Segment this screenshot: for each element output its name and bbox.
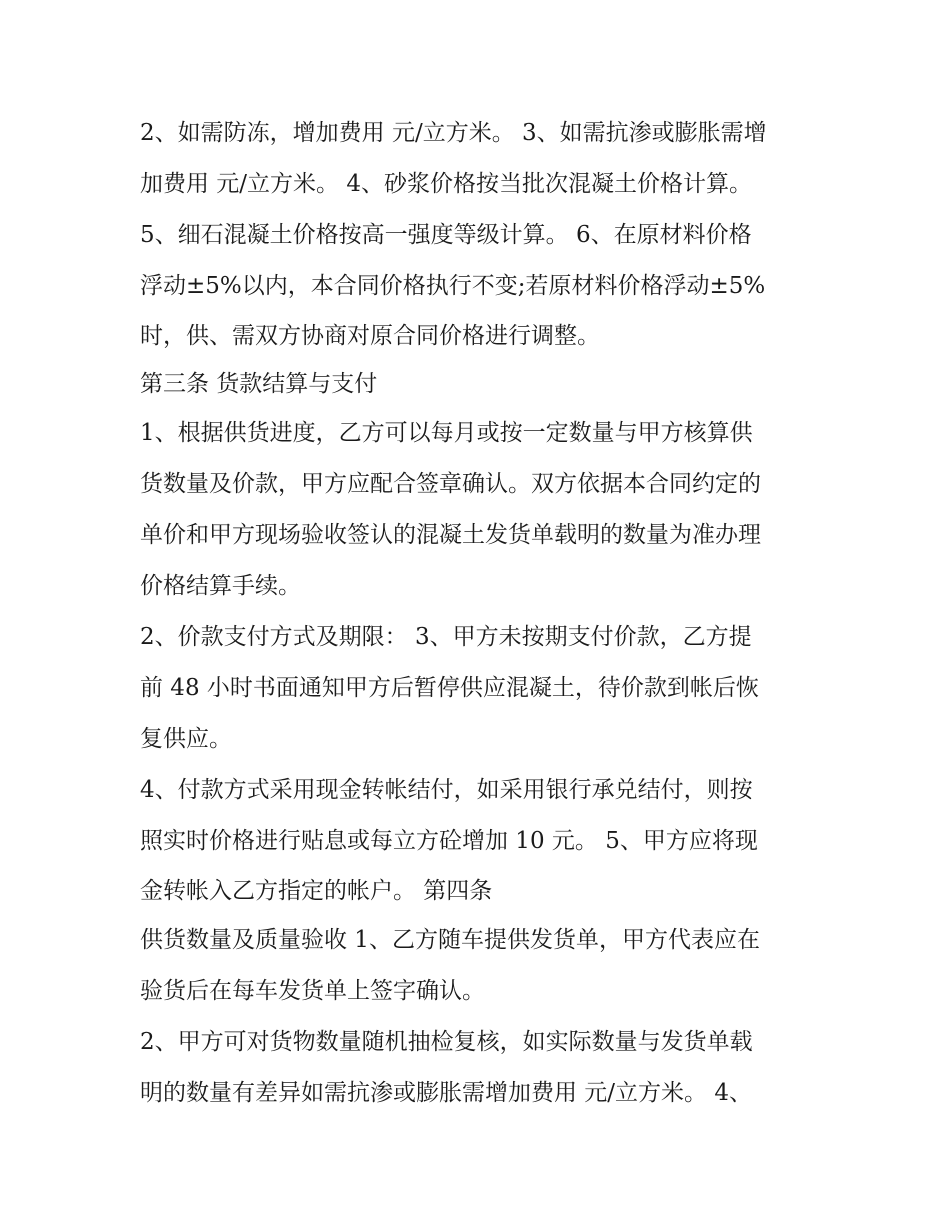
text-line: 2、价款支付方式及期限： 3、甲方未按期支付价款，乙方提 [140, 624, 752, 650]
text-line: 验货后在每车发货单上签字确认。 [140, 978, 485, 1004]
text-line: 5、细石混凝土价格按高一强度等级计算。 6、在原材料价格 [140, 222, 752, 248]
text-line: 2、甲方可对货物数量随机抽检复核，如实际数量与发货单载 [140, 1029, 753, 1055]
text-line: 金转帐入乙方指定的帐户。 第四条 [140, 878, 493, 904]
text-line: 复供应。 [140, 726, 232, 752]
text-line: 加费用 元/立方米。 4、砂浆价格按当批次混凝土价格计算。 [140, 171, 753, 197]
text-line: 照实时价格进行贴息或每立方砼增加 10 元。 5、甲方应将现 [140, 828, 758, 854]
text-line: 明的数量有差异如需抗渗或膨胀需增加费用 元/立方米。 4、 [140, 1080, 753, 1106]
text-line: 价格结算手续。 [140, 573, 301, 599]
text-line: 1、根据供货进度，乙方可以每月或按一定数量与甲方核算供 [140, 420, 753, 446]
text-line: 4、付款方式采用现金转帐结付，如采用银行承兑结付，则按 [140, 777, 753, 803]
text-line: 前 48 小时书面通知甲方后暂停供应混凝土，待价款到帐后恢 [140, 675, 759, 701]
text-line: 浮动±5%以内，本合同价格执行不变;若原材料价格浮动±5% [140, 273, 766, 299]
text-line: 2、如需防冻，增加费用 元/立方米。 3、如需抗渗或膨胀需增 [140, 120, 767, 146]
section-heading: 第三条 货款结算与支付 [140, 371, 378, 397]
text-line: 单价和甲方现场验收签认的混凝土发货单载明的数量为准办理 [140, 522, 761, 548]
document-body [140, 108, 830, 1119]
text-line: 供货数量及质量验收 1、乙方随车提供发货单，甲方代表应在 [140, 927, 760, 953]
text-line: 货数量及价款，甲方应配合签章确认。双方依据本合同约定的 [140, 471, 761, 497]
text-line: 时，供、需双方协商对原合同价格进行调整。 [140, 323, 600, 349]
